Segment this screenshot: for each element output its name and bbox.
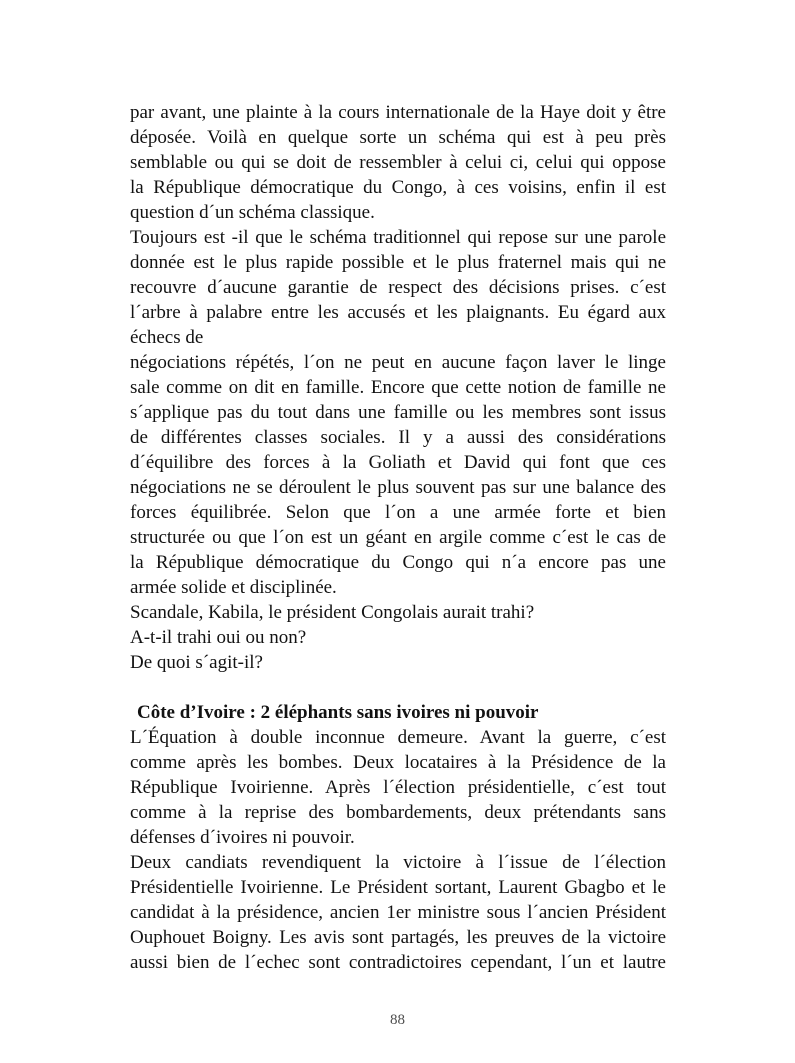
- page-content: [130, 100, 666, 975]
- text-line: négociations répétés, l´on ne peut en aucune façon laver le linge: [130, 352, 666, 373]
- text-line: aussi bien de l´echec sont contradictoires cependant, l´un et lautre: [130, 952, 666, 973]
- text-line: défenses d´ivoires ni pouvoir.: [130, 827, 355, 848]
- paragraph: [130, 725, 666, 850]
- paragraph: [130, 600, 666, 675]
- text-line: L´Équation à double inconnue demeure. Avant la guerre, c´est: [130, 727, 666, 748]
- text-line: Scandale, Kabila, le président Congolais aurait trahi?: [130, 602, 535, 623]
- text-line: d´équilibre des forces à la Goliath et David qui font que ces: [130, 452, 666, 473]
- paragraph: [130, 225, 666, 350]
- text-line: recouvre d´aucune garantie de respect des décisions prises. c´est: [130, 277, 666, 298]
- paragraph: [130, 100, 666, 225]
- text-line: la République démocratique du Congo qui n´a encore pas une: [130, 552, 666, 573]
- text-line: Ouphouet Boigny. Les avis sont partagés, les preuves de la victoire: [130, 927, 666, 948]
- text-line: la République démocratique du Congo, à ces voisins, enfin il est: [130, 177, 666, 198]
- page-number: 88: [390, 1012, 405, 1028]
- text-line: comme après les bombes. Deux locataires à la Présidence de la: [130, 752, 666, 773]
- text-line: par avant, une plainte à la cours internationale de la Haye doit y être: [130, 102, 666, 123]
- text-line: sale comme on dit en famille. Encore que cette notion de famille ne: [130, 377, 666, 398]
- text-line: De quoi s´agit-il?: [130, 652, 263, 673]
- text-line: Présidentielle Ivoirienne. Le Président sortant, Laurent Gbagbo et le: [130, 877, 666, 898]
- section-heading: Côte d’Ivoire : 2 éléphants sans ivoires ni pouvoir: [137, 702, 539, 723]
- text-line: structurée ou que l´on est un géant en argile comme c´est le cas de: [130, 527, 666, 548]
- text-line: échecs de: [130, 327, 204, 348]
- text-line: de différentes classes sociales. Il y a aussi des considérations: [130, 427, 666, 448]
- text-line: Deux candiats revendiquent la victoire à l´issue de l´élection: [130, 852, 666, 873]
- text-line: forces équilibrée. Selon que l´on a une armée forte et bien: [130, 502, 666, 523]
- text-line: République Ivoirienne. Après l´élection présidentielle, c´est tout: [130, 777, 666, 798]
- text-line: Toujours est -il que le schéma traditionnel qui repose sur une parole: [130, 227, 666, 248]
- text-line: s´applique pas du tout dans une famille ou les membres sont issus: [130, 402, 666, 423]
- text-line: candidat à la présidence, ancien 1er ministre sous l´ancien Président: [130, 902, 666, 923]
- text-line: question d´un schéma classique.: [130, 202, 375, 223]
- paragraph: [130, 850, 666, 975]
- text-line: semblable ou qui se doit de ressembler à celui ci, celui qui oppose: [130, 152, 666, 173]
- text-line: déposée. Voilà en quelque sorte un schéma qui est à peu près: [130, 127, 666, 148]
- text-line: armée solide et disciplinée.: [130, 577, 337, 598]
- text-line: l´arbre à palabre entre les accusés et les plaignants. Eu égard aux: [130, 302, 666, 323]
- text-line: comme à la reprise des bombardements, deux prétendants sans: [130, 802, 666, 823]
- text-line: A-t-il trahi oui ou non?: [130, 627, 307, 648]
- text-line: négociations ne se déroulent le plus souvent pas sur une balance des: [130, 477, 666, 498]
- paragraph: [130, 350, 666, 600]
- text-line: donnée est le plus rapide possible et le plus fraternel mais qui ne: [130, 252, 666, 273]
